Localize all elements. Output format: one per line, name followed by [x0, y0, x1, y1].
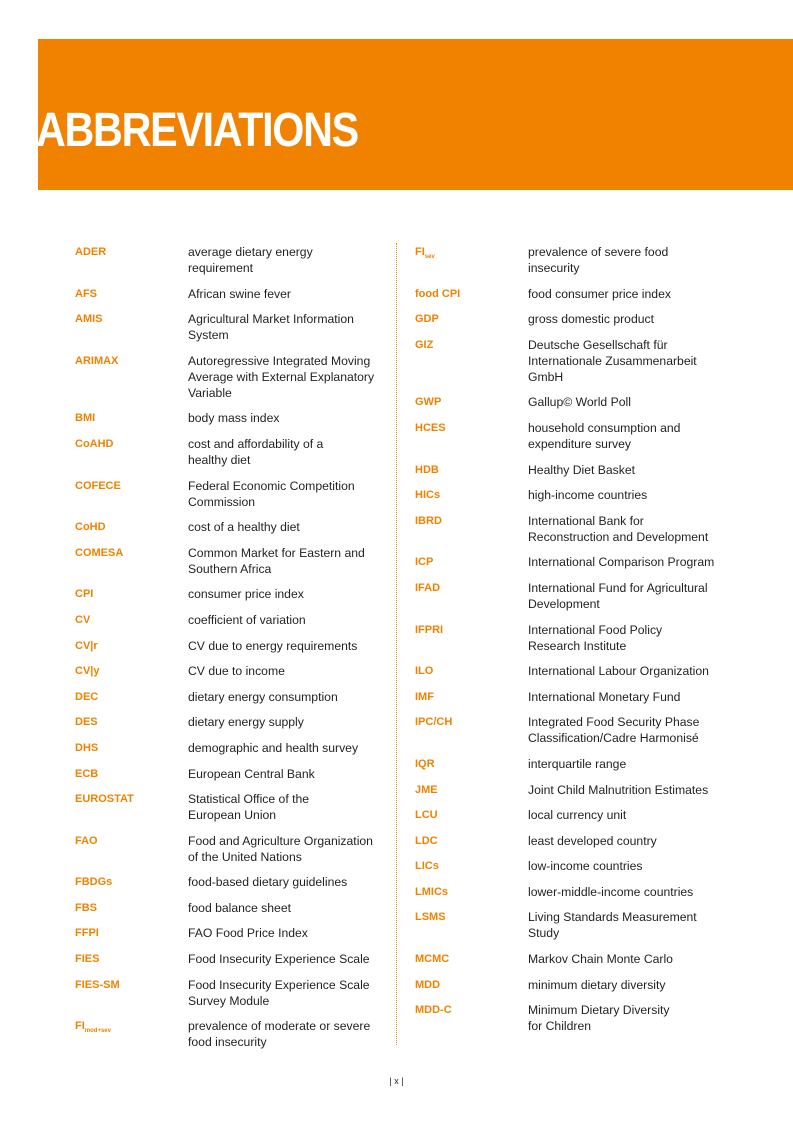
abbreviation-term: CoAHD: [75, 437, 114, 450]
abbreviation-term: AMIS: [75, 313, 103, 326]
abbreviation-term: FFPI: [75, 927, 99, 940]
abbreviation-entry: [75, 518, 375, 535]
abbreviation-term: DES: [75, 716, 98, 729]
abbreviation-term: $FI_{sev}$: [415, 246, 435, 261]
abbreviation-definition: [188, 765, 375, 782]
definition-line: Food Insecurity Experience Scale: [188, 952, 370, 967]
abbreviation-term: JME: [415, 783, 438, 796]
definition-line: International Labour Organization: [528, 664, 709, 679]
abbreviation-entry: [415, 1001, 725, 1034]
abbreviation-entry: [415, 662, 725, 679]
abbreviation-entry: [75, 713, 375, 730]
abbreviation-definition: [528, 1001, 718, 1034]
abbreviation-term: LSMS: [415, 911, 446, 924]
definition-line: European Union: [188, 808, 277, 823]
abbreviation-definition: [528, 336, 718, 385]
abbreviation-term: IFAD: [415, 581, 441, 594]
abbreviation-entry: [75, 611, 375, 628]
abbreviation-definition: [188, 352, 375, 401]
definition-line: interquartile range: [528, 756, 627, 771]
definition-line: Research Institute: [528, 638, 627, 653]
abbreviation-entry: [415, 393, 725, 410]
abbreviation-entry: [75, 950, 375, 967]
abbreviation-entry: [75, 477, 375, 510]
abbreviation-term: ECB: [75, 767, 99, 780]
abbreviation-definition: [188, 1017, 375, 1050]
abbreviation-entry: [75, 585, 375, 602]
abbreviation-entry: [415, 713, 725, 746]
abbreviation-entry: [75, 285, 375, 302]
abbreviation-term: CPI: [75, 588, 94, 601]
abbreviation-term: LDC: [415, 834, 438, 847]
abbreviation-term: CoHD: [75, 521, 106, 534]
definition-line: Deutsche Gesellschaft für: [528, 337, 668, 352]
definition-line: gross domestic product: [528, 312, 654, 327]
definition-line: food consumer price index: [528, 286, 671, 301]
definition-line: minimum dietary diversity: [528, 977, 666, 992]
definition-line: prevalence of severe food: [528, 245, 669, 259]
definition-line: International Monetary Fund: [528, 689, 681, 704]
abbreviation-term: DEC: [75, 690, 99, 703]
abbreviation-definition: [528, 310, 718, 327]
abbreviation-entry: [415, 336, 725, 385]
definition-line: Study: [528, 926, 560, 941]
definition-line: Healthy Diet Basket: [528, 462, 636, 477]
abbreviation-definition: [528, 512, 718, 545]
definition-line: of the United Nations: [188, 849, 302, 864]
abbreviation-term: BMI: [75, 412, 96, 425]
abbreviation-entry: [415, 285, 725, 302]
abbreviation-term: EUROSTAT: [75, 793, 134, 806]
abbreviation-list-left: [75, 243, 375, 1059]
abbreviation-entry: [75, 688, 375, 705]
abbreviation-entry: [415, 461, 725, 478]
definition-line: demographic and health survey: [188, 740, 359, 755]
definition-line: insecurity: [528, 261, 580, 275]
definition-line: prevalence of moderate or severe: [188, 1019, 371, 1034]
definition-line: least developed country: [528, 833, 657, 848]
definition-line: Minimum Dietary Diversity: [528, 1003, 670, 1018]
definition-line: low-income countries: [528, 859, 643, 874]
definition-line: average dietary energy: [188, 245, 313, 259]
abbreviation-entry: [75, 637, 375, 654]
abbreviation-definition: [528, 755, 718, 772]
abbreviation-term: IMF: [415, 690, 434, 703]
definition-line: Federal Economic Competition: [188, 478, 355, 493]
abbreviation-definition: [188, 637, 375, 654]
abbreviation-term: IBRD: [415, 514, 442, 527]
abbreviation-definition: [528, 950, 718, 967]
abbreviation-term: IQR: [415, 757, 435, 770]
definition-line: CV due to income: [188, 664, 285, 679]
definition-line: consumer price index: [188, 587, 304, 602]
abbreviation-entry: [415, 419, 725, 452]
definition-line: Living Standards Measurement: [528, 910, 697, 925]
abbreviation-entry: [75, 765, 375, 782]
definition-line: Autoregressive Integrated Moving: [188, 353, 371, 368]
abbreviation-term: HCES: [415, 421, 446, 434]
abbreviation-list-right: [415, 243, 725, 1043]
abbreviation-entry: [415, 950, 725, 967]
definition-line: System: [188, 328, 229, 343]
column-divider: [396, 243, 397, 1045]
abbreviation-definition: [528, 243, 718, 276]
definition-line: household consumption and: [528, 420, 681, 435]
abbreviation-entry: [75, 243, 375, 276]
abbreviation-definition: [528, 806, 718, 823]
abbreviation-term: HDB: [415, 463, 439, 476]
abbreviation-entry: [75, 899, 375, 916]
abbreviation-definition: [188, 477, 375, 510]
abbreviation-term: CV|y: [75, 665, 100, 678]
abbreviation-entry: [75, 435, 375, 468]
definition-line: Reconstruction and Development: [528, 529, 709, 544]
abbreviation-definition: [188, 790, 375, 823]
abbreviation-definition: [188, 924, 375, 941]
abbreviation-term: FIES: [75, 953, 100, 966]
abbreviation-definition: [188, 435, 375, 468]
abbreviation-entry: [75, 976, 375, 1009]
definition-line: lower-middle-income countries: [528, 884, 694, 899]
page-title: ABBREVIATIONS: [36, 104, 358, 157]
definition-line: requirement: [188, 261, 254, 275]
definition-line: FAO Food Price Index: [188, 926, 308, 941]
abbreviation-entry: [415, 781, 725, 798]
definition-line: Variable: [188, 385, 232, 400]
abbreviation-entry: [415, 579, 725, 612]
abbreviation-entry: [75, 662, 375, 679]
abbreviation-definition: [528, 713, 718, 746]
abbreviation-term: ILO: [415, 665, 434, 678]
definition-line: Food Insecurity Experience Scale: [188, 977, 370, 992]
abbreviation-term: ADER: [75, 246, 107, 258]
abbreviation-term: MDD: [415, 978, 441, 991]
definition-line: Integrated Food Security Phase: [528, 715, 700, 730]
abbreviation-entry: [415, 832, 725, 849]
abbreviation-term: CV|r: [75, 639, 98, 652]
definition-line: Development: [528, 596, 600, 611]
definition-line: healthy diet: [188, 452, 251, 467]
abbreviation-definition: [528, 883, 718, 900]
definition-line: European Central Bank: [188, 766, 315, 781]
abbreviation-entry: [75, 310, 375, 343]
abbreviation-definition: [528, 553, 718, 570]
abbreviation-term: GWP: [415, 396, 442, 409]
abbreviation-term: LCU: [415, 809, 438, 822]
abbreviation-definition: [188, 243, 375, 276]
abbreviation-term: GDP: [415, 313, 439, 326]
abbreviation-term: DHS: [75, 741, 99, 754]
abbreviation-entry: [75, 739, 375, 756]
definition-line: Survey Module: [188, 993, 270, 1008]
definition-line: high-income countries: [528, 488, 648, 503]
abbreviation-term: CV: [75, 613, 91, 626]
definition-line: dietary energy supply: [188, 715, 304, 730]
abbreviation-term: LMICs: [415, 885, 448, 898]
abbreviation-entry: [75, 873, 375, 890]
abbreviation-entry: [75, 924, 375, 941]
abbreviation-term: FBDGs: [75, 876, 113, 889]
abbreviation-term: FAO: [75, 834, 98, 847]
abbreviation-entry: [415, 883, 725, 900]
definition-line: Gallup© World Poll: [528, 395, 631, 410]
definition-line: local currency unit: [528, 808, 627, 823]
abbreviation-definition: [188, 409, 375, 426]
definition-line: International Food Policy: [528, 622, 663, 637]
abbreviation-term: food CPI: [415, 287, 461, 300]
abbreviation-term: ARIMAX: [75, 354, 119, 367]
definition-line: food balance sheet: [188, 900, 291, 915]
abbreviation-term: IPC/CH: [415, 716, 453, 729]
abbreviation-entry: [75, 409, 375, 426]
abbreviation-term: IFPRI: [415, 623, 444, 636]
abbreviation-term: FIES-SM: [75, 978, 120, 991]
definition-line: cost and affordability of a: [188, 436, 324, 451]
abbreviation-entry: [75, 544, 375, 577]
abbreviation-term: MDD-C: [415, 1004, 452, 1017]
abbreviation-definition: [188, 713, 375, 730]
definition-line: food-based dietary guidelines: [188, 875, 348, 890]
abbreviation-entry: [415, 806, 725, 823]
abbreviation-term: $FI_{mod+sev}$: [75, 1020, 111, 1035]
abbreviation-entry: [75, 790, 375, 823]
abbreviation-definition: [188, 832, 375, 865]
abbreviation-subscript: sev: [424, 254, 435, 261]
definition-line: African swine fever: [188, 286, 291, 301]
abbreviation-definition: [188, 899, 375, 916]
definition-line: GmbH: [528, 369, 564, 384]
abbreviation-definition: [528, 857, 718, 874]
abbreviation-definition: [528, 486, 718, 503]
definition-line: Classification/Cadre Harmonisé: [528, 731, 699, 746]
abbreviation-definition: [528, 419, 718, 452]
abbreviation-entry: [415, 486, 725, 503]
abbreviation-definition: [528, 908, 718, 941]
abbreviation-definition: [188, 310, 375, 343]
abbreviation-entry: [415, 857, 725, 874]
abbreviation-term: LICs: [415, 860, 439, 873]
definition-line: Internationale Zusammenarbeit: [528, 353, 697, 368]
abbreviation-entry: [75, 832, 375, 865]
abbreviation-entry: [415, 908, 725, 941]
abbreviation-term: ICP: [415, 556, 434, 569]
definition-line: Southern Africa: [188, 561, 272, 576]
definition-line: International Fund for Agricultural: [528, 580, 708, 595]
abbreviation-entry: [75, 352, 375, 401]
abbreviation-definition: [528, 621, 718, 654]
abbreviation-term: COFECE: [75, 479, 121, 492]
definition-line: dietary energy consumption: [188, 689, 338, 704]
abbreviation-definition: [528, 781, 718, 798]
definition-line: coefficient of variation: [188, 612, 306, 627]
abbreviation-definition: [528, 832, 718, 849]
abbreviation-definition: [188, 950, 375, 967]
abbreviation-entry: [415, 553, 725, 570]
page-number: | x |: [389, 1076, 404, 1086]
definition-line: Food and Agriculture Organization: [188, 833, 373, 848]
abbreviation-term: GIZ: [415, 338, 434, 351]
definition-line: Common Market for Eastern and: [188, 545, 365, 560]
definition-line: Agricultural Market Information: [188, 312, 354, 327]
definition-line: for Children: [528, 1019, 591, 1034]
definition-line: expenditure survey: [528, 436, 631, 451]
abbreviation-term: HICs: [415, 489, 441, 502]
definition-line: Markov Chain Monte Carlo: [528, 952, 673, 967]
definition-line: body mass index: [188, 411, 280, 426]
abbreviation-entry: [75, 1017, 375, 1050]
abbreviation-definition: [188, 518, 375, 535]
definition-line: food insecurity: [188, 1035, 267, 1050]
abbreviation-definition: [188, 285, 375, 302]
definition-line: Average with External Explanatory: [188, 369, 375, 384]
abbreviation-entry: [415, 755, 725, 772]
abbreviation-entry: [415, 976, 725, 993]
abbreviation-definition: [188, 544, 375, 577]
abbreviation-definition: [528, 393, 718, 410]
abbreviation-definition: [528, 579, 718, 612]
abbreviation-definition: [528, 285, 718, 302]
abbreviation-subscript: mod+sev: [84, 1028, 111, 1035]
abbreviation-entry: [415, 621, 725, 654]
abbreviation-term: AFS: [75, 287, 97, 300]
definition-line: Joint Child Malnutrition Estimates: [528, 782, 709, 797]
abbreviation-definition: [528, 688, 718, 705]
abbreviation-definition: [528, 976, 718, 993]
definition-line: Commission: [188, 494, 256, 509]
abbreviation-entry: [415, 688, 725, 705]
abbreviation-term: COMESA: [75, 546, 124, 559]
abbreviation-definition: [188, 585, 375, 602]
abbreviation-definition: [188, 739, 375, 756]
definition-line: Statistical Office of the: [188, 792, 310, 807]
definition-line: International Comparison Program: [528, 555, 715, 570]
abbreviation-entry: [415, 512, 725, 545]
abbreviation-definition: [188, 688, 375, 705]
definition-line: International Bank for: [528, 513, 644, 528]
abbreviation-definition: [188, 662, 375, 679]
abbreviation-definition: [528, 662, 718, 679]
abbreviation-definition: [528, 461, 718, 478]
definition-line: CV due to energy requirements: [188, 638, 358, 653]
definition-line: cost of a healthy diet: [188, 520, 300, 535]
abbreviation-term: MCMC: [415, 953, 450, 966]
abbreviation-definition: [188, 873, 375, 890]
abbreviation-definition: [188, 976, 375, 1009]
abbreviation-entry: [415, 310, 725, 327]
abbreviation-term: FBS: [75, 901, 97, 914]
abbreviation-definition: [188, 611, 375, 628]
abbreviation-entry: [415, 243, 725, 276]
